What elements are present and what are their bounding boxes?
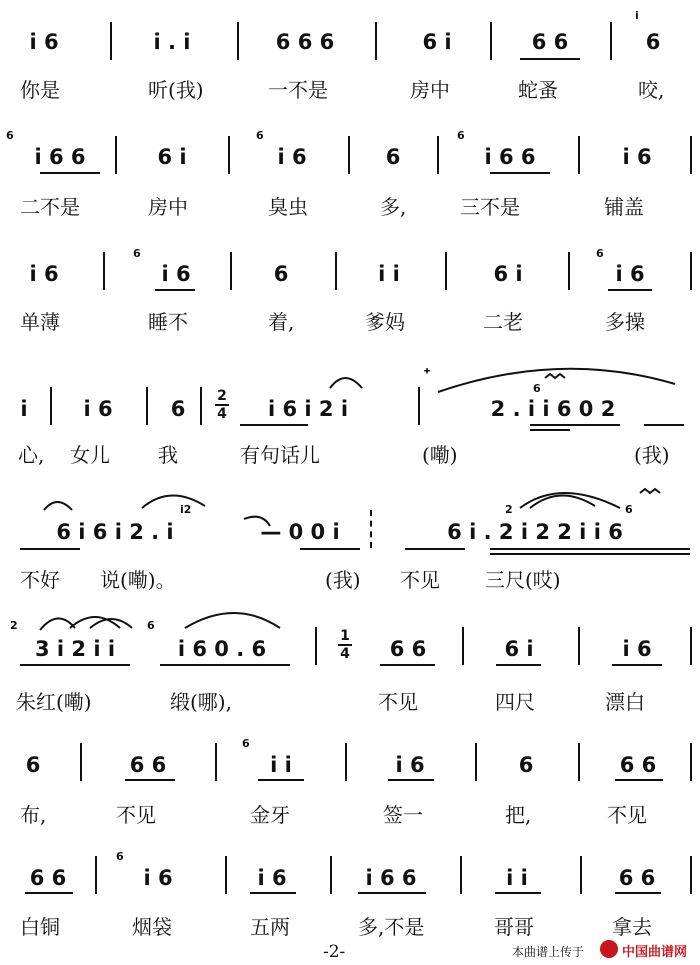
lyric: 漂白 (605, 690, 645, 714)
note: i i (506, 866, 528, 890)
slur (330, 378, 362, 388)
lyric: 睡不 (148, 310, 188, 334)
note: i 6 (29, 30, 59, 54)
note: i 6 6 (34, 145, 86, 169)
lyric: 我 (158, 443, 178, 467)
note: i i (270, 753, 292, 777)
lyric: 蛇蚤 (518, 78, 558, 102)
note: i 6 6 (484, 145, 536, 169)
note: 6 i 6 i 2 . i (56, 520, 174, 544)
lyric: (嘞) (422, 443, 458, 467)
time-signature: 1 4 (338, 629, 352, 661)
grace-note: 6 (533, 382, 541, 395)
note: 2 . i i 6 0 2 (490, 397, 616, 421)
grace-note: 6 (242, 737, 250, 750)
grace-note: 2 (10, 619, 18, 632)
time-signature: 2 4 (215, 389, 229, 421)
note: 6 i (422, 30, 452, 54)
grace-note: 6 (116, 850, 124, 863)
page-number: -2- (323, 942, 346, 962)
lyric: 铺盖 (604, 195, 644, 219)
site-logo (600, 938, 692, 960)
note: i . i (153, 30, 191, 54)
lyric: 不见 (400, 568, 440, 592)
grace-note: 6 (6, 129, 14, 142)
lyric: 把, (505, 803, 532, 827)
upload-note: 本曲谱上传于 (512, 945, 585, 959)
slur (142, 495, 205, 508)
grace-note: 6 (457, 129, 465, 142)
note: 6 (273, 262, 289, 286)
note: i 6 (622, 145, 652, 169)
lyric: 二老 (483, 310, 523, 334)
note: i 6 (161, 262, 191, 286)
lyric: 朱红(嘞) (16, 690, 92, 714)
slur (40, 618, 75, 630)
note: 3 i 2 i i (34, 637, 116, 661)
lyric: 不好 (20, 568, 60, 592)
lyric: 你是 (20, 78, 60, 102)
note: 6 6 (619, 753, 657, 777)
note: i 6 0 . 6 (177, 637, 267, 661)
note: 6 6 (531, 30, 569, 54)
note: 6 (518, 753, 534, 777)
lyric: 白铜 (20, 915, 60, 939)
grace-note: 6 (147, 619, 155, 632)
lyric: 女儿 (70, 443, 110, 467)
lyric: 房中 (148, 195, 188, 219)
slur (244, 517, 270, 526)
grace-note: 6 (133, 247, 141, 260)
slur (185, 613, 280, 628)
grace-note: 6 (596, 247, 604, 260)
note: i 6 (277, 145, 307, 169)
logo-text: 中国曲谱网 (622, 945, 688, 960)
lyric: 不见 (607, 803, 647, 827)
lyric: 五两 (250, 915, 290, 939)
lyric: 有句话儿 (240, 443, 320, 467)
lyric: 缎(哪), (170, 690, 232, 714)
note: i 6 i 2 i (267, 397, 349, 421)
note: i 6 6 (365, 866, 417, 890)
note: — 0 0 i (260, 520, 340, 544)
slur (438, 369, 675, 392)
note: 6 (385, 145, 401, 169)
lyric: 不见 (116, 803, 156, 827)
trill (545, 374, 565, 378)
lyric: 听(我) (148, 78, 204, 102)
grace-note: i (635, 9, 639, 22)
lyric: 爹妈 (365, 310, 405, 334)
lyric: 拿去 (612, 915, 652, 939)
lyric: 三不是 (460, 195, 520, 219)
note: 6 6 (29, 866, 67, 890)
lyric: 着, (268, 310, 295, 334)
note: i 6 (257, 866, 287, 890)
note: 6 6 (389, 637, 427, 661)
lyric: 多, (380, 195, 407, 219)
grace-note: 6 (625, 503, 633, 516)
note: i 6 (622, 637, 652, 661)
note: 6 (25, 753, 41, 777)
note: 6 6 (129, 753, 167, 777)
note: 6 (170, 397, 186, 421)
lyric: 签一 (383, 803, 423, 827)
slur (44, 502, 72, 510)
lyric: 布, (20, 803, 47, 827)
lyric: 四尺 (495, 690, 535, 714)
lyric: 多,不是 (358, 915, 425, 939)
lyric: 单薄 (20, 310, 60, 334)
lyric: 金牙 (250, 803, 290, 827)
note: i 6 (615, 262, 645, 286)
lyric: 一不是 (268, 78, 328, 102)
grace-note: 6 (256, 129, 264, 142)
note: i 6 (395, 753, 425, 777)
note: i 6 (143, 866, 173, 890)
grace-note: 2 (505, 503, 513, 516)
lyric: 心, (18, 443, 45, 467)
note: 6 i . 2 i 2 2 i i 6 (447, 520, 623, 544)
note: 6 6 6 (275, 30, 335, 54)
lyric: 房中 (410, 78, 450, 102)
lyric: (我) (325, 568, 361, 592)
lyric: 多操 (605, 310, 645, 334)
note: i (20, 397, 28, 421)
lyric: 臭虫 (268, 195, 308, 219)
note: 6 i (157, 145, 187, 169)
note: i i (378, 262, 400, 286)
lyric: (我) (634, 443, 670, 467)
lyric: 二不是 (20, 195, 80, 219)
tempo-mark: ᐩ (423, 362, 431, 386)
lyric: 三尺(哎) (485, 568, 561, 592)
lyric: 不见 (378, 690, 418, 714)
trill (640, 489, 660, 493)
note: i 6 (29, 262, 59, 286)
lyric: 说(嘞)。 (100, 568, 176, 592)
lyric: 哥哥 (494, 915, 534, 939)
lyric: 咬, (638, 78, 665, 102)
note: 6 6 (618, 866, 656, 890)
note: 6 (645, 30, 661, 54)
grace-note: i2 (180, 503, 192, 516)
note: i 6 (83, 397, 113, 421)
note: 6 i (493, 262, 523, 286)
note: 6 i (504, 637, 534, 661)
logo-icon (600, 940, 618, 958)
lyric: 烟袋 (132, 915, 172, 939)
